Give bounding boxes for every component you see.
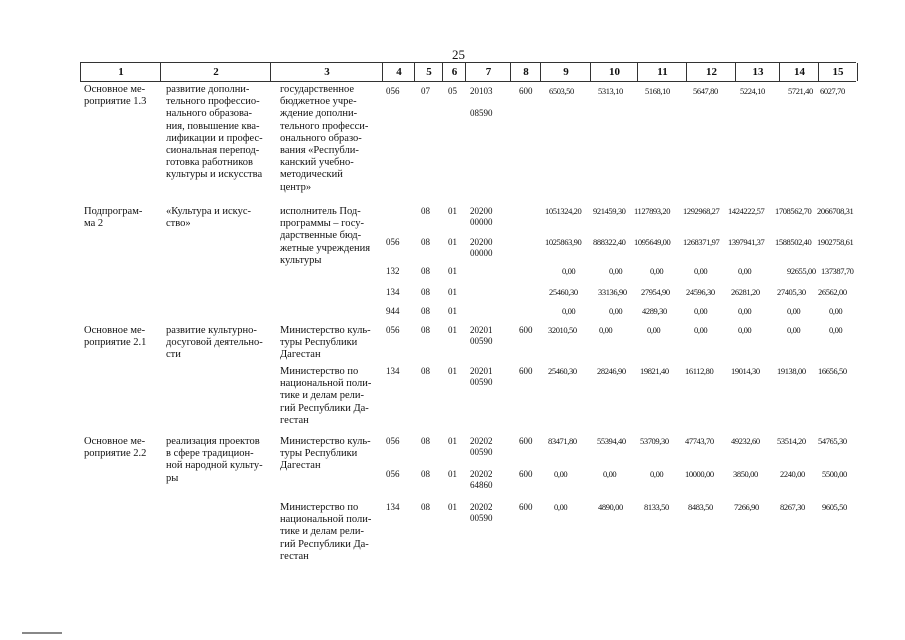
column-header-10: 10 — [590, 63, 638, 81]
cell-c10: 55394,40 — [597, 436, 626, 446]
cell-c9: 1025863,90 — [545, 237, 582, 247]
cell-c10: 5313,10 — [598, 86, 623, 96]
cell-c13: 3850,00 — [733, 469, 758, 479]
cell-c13: 0,00 — [738, 266, 752, 276]
cell-c6: 01 — [448, 266, 457, 276]
cell-c13: 7266,90 — [734, 502, 759, 512]
cell-c11: 1127893,20 — [634, 206, 671, 216]
cell-c11: 8133,50 — [644, 502, 669, 512]
column-header-8: 8 — [510, 63, 541, 81]
cell-c13: 1397941,37 — [728, 237, 765, 247]
executor: Министерство по национальной поли- тике и делам рели- гий Республики Да- гестан — [280, 366, 372, 426]
cell-c15: 0,00 — [829, 306, 843, 316]
cell-c14: 5721,40 — [788, 86, 813, 96]
cell-c9: 32010,50 — [548, 325, 577, 335]
column-header-9: 9 — [540, 63, 591, 81]
cell-c7: 20201 00590 — [470, 325, 493, 346]
cell-c9: 0,00 — [554, 469, 568, 479]
cell-c5: 08 — [421, 502, 430, 512]
event-label: Основное ме- роприятие 2.2 — [84, 436, 147, 460]
cell-c7: 20200 00000 — [470, 206, 493, 227]
cell-c6: 01 — [448, 469, 457, 479]
cell-c4: 132 — [386, 266, 400, 276]
executor: Министерство куль- туры Республики Дагестан — [280, 436, 371, 472]
cell-c8: 600 — [519, 436, 533, 446]
cell-c15: 1902758,61 — [817, 237, 854, 247]
column-header-7: 7 — [465, 63, 511, 81]
cell-c15: 54765,30 — [818, 436, 847, 446]
column-header-5: 5 — [414, 63, 443, 81]
cell-c5: 08 — [421, 469, 430, 479]
cell-c10: 33136,90 — [598, 287, 627, 297]
cell-c7: 20202 00590 — [470, 502, 493, 523]
cell-c8: 600 — [519, 86, 533, 96]
cell-c14: 92655,00 — [787, 266, 816, 276]
cell-c9: 25460,30 — [548, 366, 577, 376]
event-label: Основное ме- роприятие 2.1 — [84, 325, 147, 349]
cell-c7: 20103 08590 — [470, 86, 493, 118]
cell-c8: 600 — [519, 469, 533, 479]
cell-c5: 08 — [421, 287, 430, 297]
cell-c7: 20201 00590 — [470, 366, 493, 387]
cell-c7: 20202 00590 — [470, 436, 493, 457]
cell-c14: 19138,00 — [777, 366, 806, 376]
column-header-14: 14 — [779, 63, 819, 81]
cell-c10: 0,00 — [599, 325, 613, 335]
column-header-4: 4 — [382, 63, 415, 81]
cell-c6: 01 — [448, 287, 457, 297]
cell-c5: 08 — [421, 325, 430, 335]
cell-c4: 056 — [386, 86, 400, 96]
cell-c5: 08 — [421, 206, 430, 216]
executor: Министерство по национальной поли- тике и делам рели- гий Республики Да- гестан — [280, 502, 372, 562]
cell-c13: 0,00 — [738, 325, 752, 335]
cell-c9: 1051324,20 — [545, 206, 582, 216]
cell-c12: 24596,30 — [686, 287, 715, 297]
cell-c15: 2066708,31 — [817, 206, 854, 216]
cell-c12: 1292968,27 — [683, 206, 720, 216]
cell-c5: 08 — [421, 266, 430, 276]
cell-c5: 08 — [421, 306, 430, 316]
column-header-6: 6 — [442, 63, 466, 81]
cell-c14: 2240,00 — [780, 469, 805, 479]
column-header-3: 3 — [270, 63, 383, 81]
cell-c10: 0,00 — [609, 266, 623, 276]
event-description: развитие дополни- тельного професcио- нального образова- ния, повышение ква- лификации и профес- сиональная перепод- готовка работников культуры и искусства — [166, 84, 263, 181]
cell-c4: 056 — [386, 237, 400, 247]
event-label: Основное ме- роприятие 1.3 — [84, 84, 147, 108]
cell-c11: 27954,90 — [641, 287, 670, 297]
column-header-2: 2 — [160, 63, 271, 81]
cell-c12: 0,00 — [694, 306, 708, 316]
cell-c10: 888322,40 — [593, 237, 626, 247]
executor: государственное бюджетное учре- ждение дополни- тельного професси- онального образо- вания «Республи- канский учебно- методический центр» — [280, 84, 369, 193]
cell-c11: 19821,40 — [640, 366, 669, 376]
cell-c10: 921459,30 — [593, 206, 626, 216]
cell-c13: 49232,60 — [731, 436, 760, 446]
cell-c11: 1095649,00 — [634, 237, 671, 247]
cell-c6: 01 — [448, 206, 457, 216]
cell-c11: 0,00 — [650, 266, 664, 276]
cell-c9: 0,00 — [562, 306, 576, 316]
cell-c9: 83471,80 — [548, 436, 577, 446]
cell-c9: 6503,50 — [549, 86, 574, 96]
table-header — [80, 62, 856, 82]
cell-c9: 0,00 — [554, 502, 568, 512]
cell-c14: 1588502,40 — [775, 237, 812, 247]
cell-c10: 28246,90 — [597, 366, 626, 376]
cell-c12: 16112,80 — [685, 366, 714, 376]
cell-c15: 0,00 — [829, 325, 843, 335]
executor: исполнитель Под- программы – госу- дарственные бюд- жетные учреждения культуры — [280, 206, 371, 266]
cell-c7: 20202 64860 — [470, 469, 493, 490]
cell-c10: 0,00 — [609, 306, 623, 316]
cell-c11: 53709,30 — [640, 436, 669, 446]
cell-c15: 5500,00 — [822, 469, 847, 479]
cell-c8: 600 — [519, 366, 533, 376]
cell-c5: 08 — [421, 237, 430, 247]
column-header-15: 15 — [818, 63, 858, 81]
cell-c12: 0,00 — [694, 325, 708, 335]
column-header-1: 1 — [80, 63, 161, 81]
event-description: развитие культурно- досуговой деятельно- сти — [166, 325, 263, 361]
cell-c14: 0,00 — [787, 325, 801, 335]
cell-c15: 16656,50 — [818, 366, 847, 376]
cell-c14: 53514,20 — [777, 436, 806, 446]
executor: Министерство куль- туры Республики Дагестан — [280, 325, 371, 361]
cell-c12: 8483,50 — [688, 502, 713, 512]
cell-c8: 600 — [519, 325, 533, 335]
cell-c15: 26562,00 — [818, 287, 847, 297]
cell-c14: 8267,30 — [780, 502, 805, 512]
column-header-12: 12 — [686, 63, 736, 81]
cell-c6: 01 — [448, 306, 457, 316]
cell-c12: 1268371,97 — [683, 237, 720, 247]
cell-c5: 07 — [421, 86, 430, 96]
cell-c9: 25460,30 — [549, 287, 578, 297]
column-header-13: 13 — [735, 63, 780, 81]
cell-c4: 134 — [386, 366, 400, 376]
cell-c15: 9605,50 — [822, 502, 847, 512]
cell-c11: 4289,30 — [642, 306, 667, 316]
cell-c12: 10000,00 — [685, 469, 714, 479]
event-description: реализация проектов в сфере традицион- ной народной культу- ры — [166, 436, 263, 484]
cell-c4: 944 — [386, 306, 400, 316]
page-number: 25 — [452, 47, 465, 62]
cell-c15: 137387,70 — [821, 266, 854, 276]
cell-c11: 0,00 — [650, 469, 664, 479]
cell-c11: 5168,10 — [645, 86, 670, 96]
event-description: «Культура и искус- ство» — [166, 206, 251, 230]
cell-c4: 134 — [386, 287, 400, 297]
cell-c12: 47743,70 — [685, 436, 714, 446]
cell-c13: 26281,20 — [731, 287, 760, 297]
cell-c13: 1424222,57 — [728, 206, 765, 216]
cell-c5: 08 — [421, 366, 430, 376]
cell-c4: 134 — [386, 502, 400, 512]
cell-c6: 01 — [448, 366, 457, 376]
cell-c6: 01 — [448, 325, 457, 335]
cell-c4: 056 — [386, 325, 400, 335]
cell-c7: 20200 00000 — [470, 237, 493, 258]
cell-c9: 0,00 — [562, 266, 576, 276]
cell-c13: 5224,10 — [740, 86, 765, 96]
cell-c12: 5647,80 — [693, 86, 718, 96]
cell-c10: 0,00 — [603, 469, 617, 479]
cell-c4: 056 — [386, 436, 400, 446]
cell-c13: 0,00 — [738, 306, 752, 316]
cell-c14: 0,00 — [787, 306, 801, 316]
event-label: Подпрограм- ма 2 — [84, 206, 143, 230]
cell-c14: 27405,30 — [777, 287, 806, 297]
cell-c12: 0,00 — [694, 266, 708, 276]
cell-c6: 05 — [448, 86, 457, 96]
cell-c4: 056 — [386, 469, 400, 479]
column-header-11: 11 — [637, 63, 687, 81]
cell-c14: 1708562,70 — [775, 206, 812, 216]
cell-c6: 01 — [448, 436, 457, 446]
cell-c6: 01 — [448, 237, 457, 247]
cell-c8: 600 — [519, 502, 533, 512]
cell-c5: 08 — [421, 436, 430, 446]
cell-c11: 0,00 — [647, 325, 661, 335]
cell-c10: 4890,00 — [598, 502, 623, 512]
cell-c15: 6027,70 — [820, 86, 845, 96]
footer-rule — [22, 632, 62, 634]
cell-c6: 01 — [448, 502, 457, 512]
cell-c13: 19014,30 — [731, 366, 760, 376]
